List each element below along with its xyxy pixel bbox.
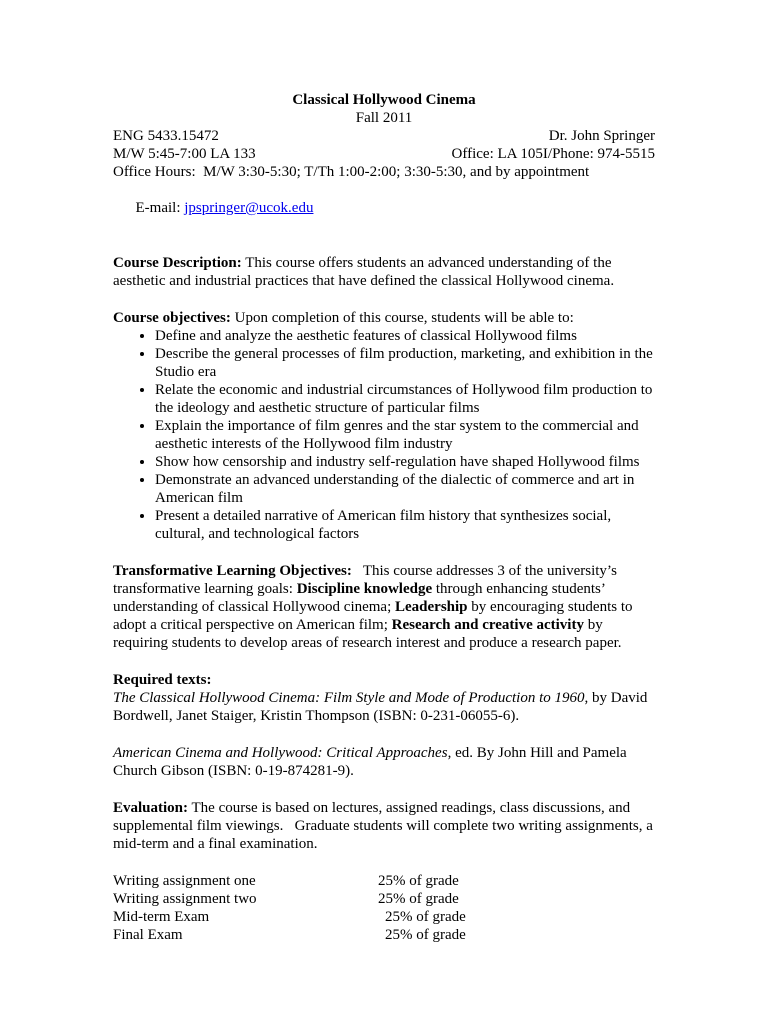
text-segment: American Cinema and Hollywood: Critical Approaches [113, 745, 448, 761]
objective-bullet: • Present a detailed narrative of American film history that synthesizes social, cultural, and technological factors [155, 507, 655, 543]
transformative-objectives [113, 562, 655, 652]
email-label: E-mail: [135, 200, 185, 216]
office-hours: Office Hours: M/W 3:30-5:30; T/Th 1:00-2:00; 3:30-5:30, and by appointment [113, 164, 590, 180]
grade-row [113, 872, 655, 890]
text-segment: , ed. By John Hill and Pamela Church Gibson (ISBN: 0-19-874281-9). [113, 745, 631, 779]
grade-item-label: Writing assignment one [113, 873, 256, 889]
objective-bullet: • Define and analyze the aesthetic features of classical Hollywood films [155, 327, 655, 345]
grade-item-label: Final Exam [113, 927, 183, 943]
evaluation [113, 799, 655, 853]
objective-bullet: • Relate the economic and industrial circumstances of Hollywood film production to the ideology and aesthetic structure of particular films [155, 381, 655, 417]
term: Fall 2011 [355, 110, 413, 126]
text-segment: through enhancing students’ understanding of classical Hollywood cinema; [113, 581, 609, 615]
text-segment: The Classical Hollywood Cinema: Film Style and Mode of Production to 1960 [113, 690, 585, 706]
syllabus-content [113, 91, 655, 944]
text-segment: Transformative Learning Objectives: [113, 563, 352, 579]
grade-percentage: 25% of grade [378, 891, 459, 907]
objective-bullet: • Describe the general processes of film production, marketing, and exhibition in the Studio era [155, 345, 655, 381]
grade-item-label: Mid-term Exam [113, 909, 210, 925]
email-line [113, 181, 655, 235]
course-description [113, 254, 655, 290]
text-segment: Discipline knowledge [296, 581, 433, 597]
text-segment: by encouraging students to adopt a critical perspective on American film; [113, 599, 637, 633]
required-text-2 [113, 744, 655, 780]
text-segment: The course is based on lectures, assigned readings, class discussions, and supplemental film viewings. Graduate students will complete two writing assignments, a mid-term and a final examination. [113, 800, 657, 852]
required-text-1 [113, 689, 655, 725]
office-info: Office: LA 105I/Phone: 974-5515 [451, 146, 655, 162]
grade-row [113, 926, 655, 944]
course-number: ENG 5433.15472 [113, 128, 219, 144]
instructor-name: Dr. John Springer [548, 128, 655, 144]
text-segment: Course Description: [113, 255, 242, 271]
grade-percentage: 25% of grade [385, 927, 466, 943]
header-row-2 [113, 145, 655, 163]
text-segment: Leadership [395, 599, 468, 615]
text-segment: Course objectives: [113, 310, 231, 326]
course-title: Classical Hollywood Cinema [292, 92, 476, 108]
grade-row [113, 890, 655, 908]
grade-percentage: 25% of grade [378, 873, 459, 889]
course-objectives-intro [113, 309, 655, 327]
text-segment: Research and creative activity [391, 617, 584, 633]
objective-bullet: • Demonstrate an advanced understanding of the dialectic of commerce and art in American film [155, 471, 655, 507]
text-segment: Upon completion of this course, students will be able to: [230, 310, 574, 326]
grade-row [113, 908, 655, 926]
text-segment: by requiring students to develop areas of research interest and produce a research paper. [113, 617, 622, 651]
text-segment: , by David Bordwell, Janet Staiger, Kristin Thompson (ISBN: 0-231-06055-6). [113, 690, 652, 724]
objective-bullet: • Explain the importance of film genres and the star system to the commercial and aesthetic interests of the Hollywood film industry [155, 417, 655, 453]
email-link[interactable]: jpspringer@ucok.edu [184, 200, 314, 216]
text-segment: Required texts: [113, 672, 212, 688]
grade-table [113, 872, 655, 944]
meeting-time: M/W 5:45-7:00 LA 133 [113, 146, 256, 162]
text-segment: Evaluation: [113, 800, 189, 816]
objective-bullet: • Show how censorship and industry self-regulation have shaped Hollywood films [155, 453, 655, 471]
header-row-1 [113, 127, 655, 145]
grade-item-label: Writing assignment two [113, 891, 257, 907]
text-segment: This course offers students an advanced understanding of the aesthetic and industrial practices that have defined the classical Hollywood cinema. [113, 255, 616, 289]
grade-percentage: 25% of grade [385, 909, 466, 925]
text-segment: This course addresses 3 of the university’s transformative learning goals: [113, 563, 621, 597]
required-texts-heading [113, 671, 655, 689]
course-objectives-list [113, 327, 655, 543]
